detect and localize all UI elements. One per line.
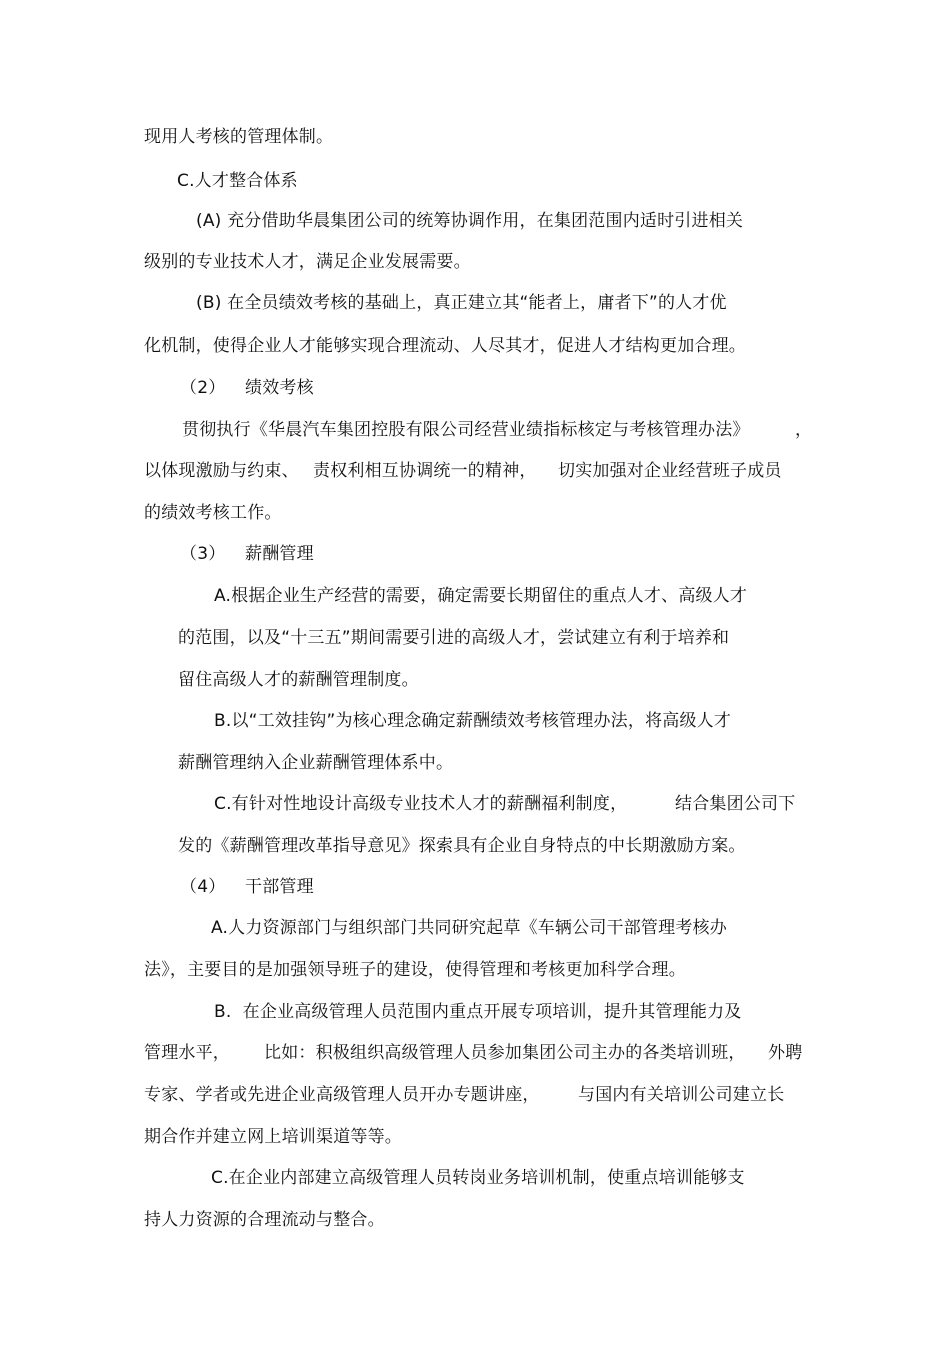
text-fragment: 以体现激励与约束、 bbox=[144, 461, 299, 481]
text-fragment: 专家、学者或先进企业高级管理人员开办专题讲座， bbox=[144, 1085, 540, 1105]
text-line: 级别的专业技术人才，满足企业发展需要。 bbox=[144, 252, 471, 272]
section-heading: 薪酬管理 bbox=[245, 544, 314, 564]
text-line: 薪酬管理纳入企业薪酬管理体系中。 bbox=[178, 753, 454, 773]
text-line: A.根据企业生产经营的需要，确定需要长期留住的重点人才、高级人才 bbox=[214, 586, 748, 606]
text-line: A.人力资源部门与组织部门共同研究起草《车辆公司干部管理考核办 bbox=[211, 918, 727, 938]
text-fragment: 外聘 bbox=[768, 1043, 803, 1063]
text-fragment: C.有针对性地设计高级专业技术人才的薪酬福利制度， bbox=[214, 794, 628, 814]
text-fragment: 比如：积极组织高级管理人员参加集团公司主办的各类培训班， bbox=[264, 1043, 746, 1063]
text-line: B. 在企业高级管理人员范围内重点开展专项培训，提升其管理能力及 bbox=[214, 1002, 742, 1022]
section-number: （2） bbox=[180, 378, 226, 398]
text-line: 发的《薪酬管理改革指导意见》探索具有企业自身特点的中长期激励方案。 bbox=[178, 836, 746, 856]
text-line: 留住高级人才的薪酬管理制度。 bbox=[178, 670, 419, 690]
text-line: 期合作并建立网上培训渠道等等。 bbox=[144, 1127, 402, 1147]
section-heading: 干部管理 bbox=[245, 877, 314, 897]
text-line: 化机制，使得企业人才能够实现合理流动、人尽其才，促进人才结构更加合理。 bbox=[144, 336, 746, 356]
section-heading: 绩效考核 bbox=[245, 378, 314, 398]
text-line: 贯彻执行《华晨汽车集团控股有限公司经营业绩指标核定与考核管理办法》 bbox=[182, 420, 750, 440]
text-line: 的范围，以及“十三五”期间需要引进的高级人才，尝试建立有利于培养和 bbox=[178, 628, 730, 648]
text-line: 现用人考核的管理体制。 bbox=[144, 127, 334, 147]
text-fragment: 与国内有关培训公司建立长 bbox=[578, 1085, 785, 1105]
text-line: C.在企业内部建立高级管理人员转岗业务培训机制，使重点培训能够支 bbox=[211, 1168, 745, 1188]
section-heading: C.人才整合体系 bbox=[177, 171, 298, 191]
text-fragment: 责权利相互协调统一的精神， bbox=[313, 461, 537, 481]
text-fragment: 管理水平， bbox=[144, 1043, 230, 1063]
text-fragment: 结合集团公司下 bbox=[675, 794, 796, 814]
section-number: （3） bbox=[180, 544, 226, 564]
text-line: 持人力资源的合理流动与整合。 bbox=[144, 1210, 385, 1230]
text-line: (B) 在全员绩效考核的基础上，真正建立其“能者上，庸者下”的人才优 bbox=[196, 293, 727, 313]
section-number: （4） bbox=[180, 877, 226, 897]
text-fragment: 切实加强对企业经营班子成员 bbox=[558, 461, 782, 481]
text-fragment: ， bbox=[795, 420, 813, 440]
text-line: (A) 充分借助华晨集团公司的统筹协调作用，在集团范围内适时引进相关 bbox=[196, 211, 744, 231]
text-line: B.以“工效挂钩”为核心理念确定薪酬绩效考核管理办法，将高级人才 bbox=[214, 711, 732, 731]
text-line: 法》，主要目的是加强领导班子的建设，使得管理和考核更加科学合理。 bbox=[144, 960, 686, 980]
text-line: 的绩效考核工作。 bbox=[144, 503, 282, 523]
